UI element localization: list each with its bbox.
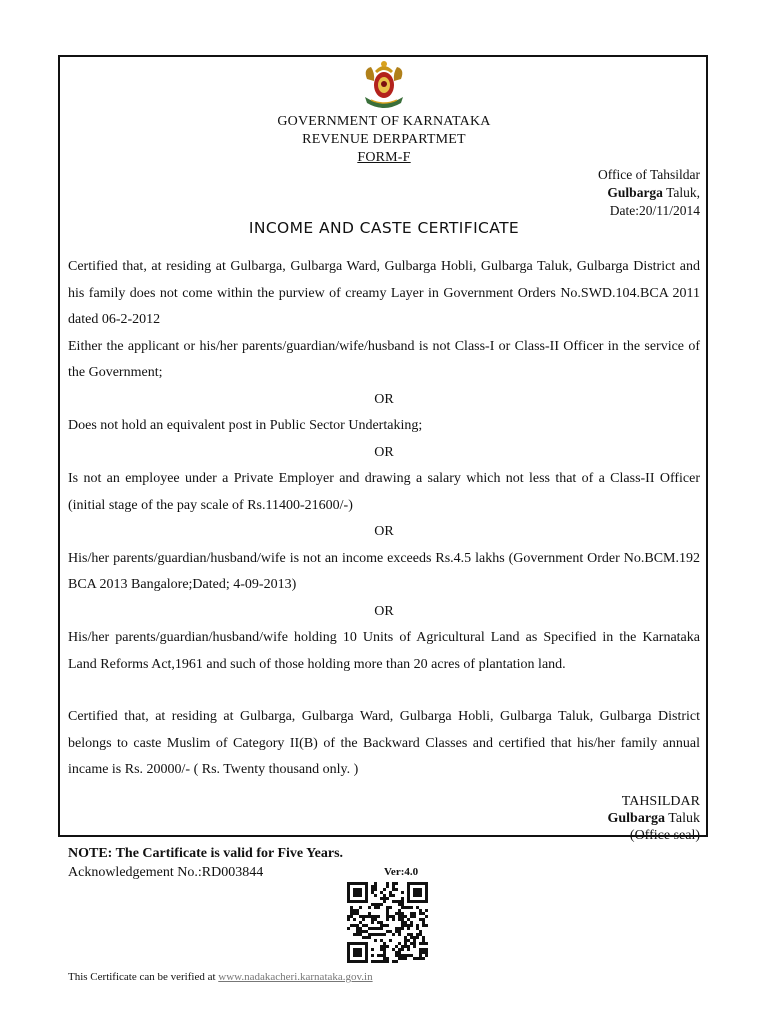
or-separator: OR	[374, 603, 394, 619]
department-heading: REVENUE DERPARTMET	[302, 132, 466, 147]
paragraph-income-limit: His/her parents/guardian/husband/wife is not an income exceeds Rs.4.5 lakhs (Government Order No.BCM.192 BCA 2013 Bangalore;Dated; 4-09-2013)	[68, 550, 700, 592]
office-block	[598, 166, 700, 220]
issue-date: Date:20/11/2014	[609, 203, 700, 218]
certificate-title: INCOME AND CASTE CERTIFICATE	[248, 219, 520, 237]
paragraph-creamy-layer: Certified that, at residing at Gulbarga, Gulbarga Ward, Gulbarga Hobli, Gulbarga Taluk, Gulbarga District and his family does not come within the purview of creamy Layer in Government Orders No.SWD.104.BCA 2011 dated 06-2-2012	[68, 259, 700, 327]
signature-title: TAHSILDAR	[621, 794, 700, 809]
karnataka-emblem-icon	[361, 57, 407, 111]
verification-text: This Certificate can be verified at	[68, 971, 219, 983]
paragraph-caste-certification: Certified that, at residing at Gulbarga, Gulbarga Ward, Gulbarga Hobli, Gulbarga Taluk, Gulbarga District belongs to caste Muslim of Category II(B) of the Backward Classes and certified that his/her family annual incame is Rs. 20000/- ( Rs. Twenty thousand only. )	[68, 709, 700, 777]
acknowledgement-number: Acknowledgement No.:RD003844	[68, 865, 264, 880]
paragraph-agricultural-land: His/her parents/guardian/husband/wife holding 10 Units of Agricultural Land as Specified in the Karnataka Land Reforms Act,1961 and such of those holding more than 20 acres of plantation land.	[68, 630, 700, 672]
office-taluk	[598, 184, 700, 202]
signature-block	[607, 793, 700, 844]
office-seal: (Office seal)	[629, 828, 700, 843]
verification-line	[68, 971, 373, 983]
government-heading: GOVERNMENT OF KARNATAKA	[277, 114, 491, 129]
paragraph-private-employer: Is not an employee under a Private Employer and drawing a salary which not less that of a Class-II Officer (initial stage of the pay scale of Rs.11400-21600/-)	[68, 471, 700, 513]
qr-code-icon	[347, 882, 428, 963]
office-line: Office of Tahsildar	[597, 167, 700, 182]
paragraph-gap	[68, 678, 700, 704]
taluk-suffix: Taluk,	[662, 185, 700, 200]
or-separator: OR	[374, 391, 394, 407]
version-label: Ver:4.0	[384, 866, 419, 878]
validity-note: NOTE: The Cartificate is valid for Five Years.	[68, 846, 344, 861]
signature-taluk-suffix: Taluk	[665, 811, 700, 826]
certificate-body	[68, 254, 700, 784]
verification-link[interactable]: www.nadakacheri.karnataka.gov.in	[218, 971, 373, 983]
or-separator: OR	[374, 444, 394, 460]
signature-taluk	[607, 810, 700, 827]
or-separator: OR	[374, 524, 394, 539]
signature-taluk-name: Gulbarga	[607, 811, 666, 826]
form-heading: FORM-F	[357, 150, 411, 165]
taluk-name: Gulbarga	[607, 185, 663, 200]
paragraph-public-sector: Does not hold an equivalent post in Public Sector Undertaking;	[68, 418, 423, 433]
paragraph-government-officer: Either the applicant or his/her parents/guardian/wife/husband is not Class-I or Class-II Officer in the service of the Government;	[68, 338, 700, 380]
